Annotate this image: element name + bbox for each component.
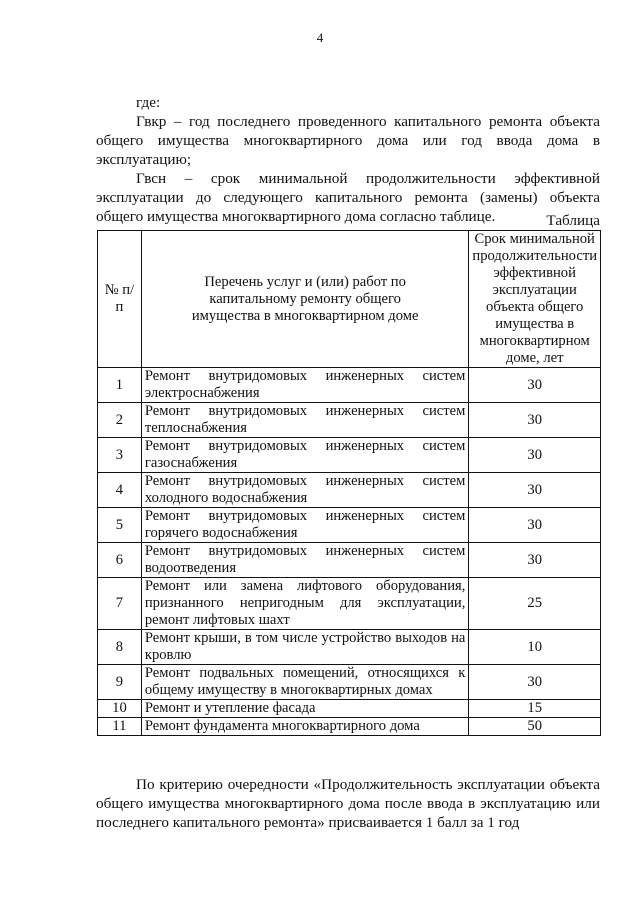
row-term: 30 bbox=[469, 508, 601, 543]
row-num: 5 bbox=[98, 508, 142, 543]
where-label bbox=[96, 93, 600, 112]
row-work-name: Ремонт внутридомовых инженерных систем горячего водоснабжения bbox=[141, 508, 469, 543]
row-num: 8 bbox=[98, 630, 142, 665]
gvkr-text: Гвкр – год последнего проведенного капитального ремонта объекта общего имущества многоквартирного дома или год ввода дома в эксплуатацию; bbox=[96, 113, 600, 168]
table-row bbox=[98, 368, 601, 403]
closing-paragraph bbox=[96, 775, 600, 832]
row-term: 15 bbox=[469, 700, 601, 718]
table-body bbox=[98, 368, 601, 736]
row-term: 30 bbox=[469, 368, 601, 403]
gvsn-text: Гвсн – срок минимальной продолжительности эффективной эксплуатации до следующего капитального ремонта (замены) объекта общего имущества многоквартирного дома согласно таблице. bbox=[96, 170, 600, 225]
gvkr-definition bbox=[96, 112, 600, 169]
row-term: 30 bbox=[469, 403, 601, 438]
table-row bbox=[98, 578, 601, 630]
row-term: 10 bbox=[469, 630, 601, 665]
row-num: 1 bbox=[98, 368, 142, 403]
table-row bbox=[98, 438, 601, 473]
row-work-name: Ремонт подвальных помещений, относящихся к общему имуществу в многоквартирных домах bbox=[141, 665, 469, 700]
where-text: где: bbox=[136, 94, 161, 111]
row-num: 6 bbox=[98, 543, 142, 578]
page-number: 4 bbox=[316, 30, 324, 45]
header-term: Срок минимальной продолжительности эффективной эксплуатации объекта общего имущества в многоквартирном доме, лет bbox=[469, 231, 601, 368]
table-row bbox=[98, 665, 601, 700]
row-work-name: Ремонт фундамента многоквартирного дома bbox=[141, 718, 469, 736]
row-term: 30 bbox=[469, 665, 601, 700]
table-row bbox=[98, 473, 601, 508]
row-term: 25 bbox=[469, 578, 601, 630]
row-term: 50 bbox=[469, 718, 601, 736]
row-term: 30 bbox=[469, 543, 601, 578]
row-num: 9 bbox=[98, 665, 142, 700]
table-row bbox=[98, 543, 601, 578]
table-row bbox=[98, 718, 601, 736]
row-num: 4 bbox=[98, 473, 142, 508]
row-num: 2 bbox=[98, 403, 142, 438]
header-num: № п/п bbox=[98, 231, 142, 368]
row-work-name: Ремонт внутридомовых инженерных систем газоснабжения bbox=[141, 438, 469, 473]
table-row bbox=[98, 403, 601, 438]
row-work-name: Ремонт внутридомовых инженерных систем водоотведения bbox=[141, 543, 469, 578]
row-work-name: Ремонт внутридомовых инженерных систем холодного водоснабжения bbox=[141, 473, 469, 508]
row-work-name: Ремонт крыши, в том числе устройство выходов на кровлю bbox=[141, 630, 469, 665]
row-work-name: Ремонт или замена лифтового оборудования, признанного непригодным для эксплуатации, ремонт лифтовых шахт bbox=[141, 578, 469, 630]
row-num: 3 bbox=[98, 438, 142, 473]
table-caption: Таблица bbox=[546, 212, 600, 229]
table-row bbox=[98, 508, 601, 543]
repair-terms-table bbox=[97, 230, 601, 736]
row-num: 10 bbox=[98, 700, 142, 718]
table-row bbox=[98, 630, 601, 665]
row-num: 7 bbox=[98, 578, 142, 630]
table-header-row bbox=[98, 231, 601, 368]
row-work-name: Ремонт и утепление фасада bbox=[141, 700, 469, 718]
row-term: 30 bbox=[469, 473, 601, 508]
closing-text: По критерию очередности «Продолжительность эксплуатации объекта общего имущества многоквартирного дома после ввода в эксплуатацию или последнего капитального ремонта» присваивается 1 балл за 1 год bbox=[96, 776, 600, 831]
gvsn-definition bbox=[96, 169, 600, 226]
row-work-name: Ремонт внутридомовых инженерных систем электроснабжения bbox=[141, 368, 469, 403]
header-name: Перечень услуг и (или) работ по капитальному ремонту общего имущества в многоквартирном доме bbox=[141, 231, 469, 368]
table-row bbox=[98, 700, 601, 718]
row-work-name: Ремонт внутридомовых инженерных систем теплоснабжения bbox=[141, 403, 469, 438]
row-term: 30 bbox=[469, 438, 601, 473]
row-num: 11 bbox=[98, 718, 142, 736]
